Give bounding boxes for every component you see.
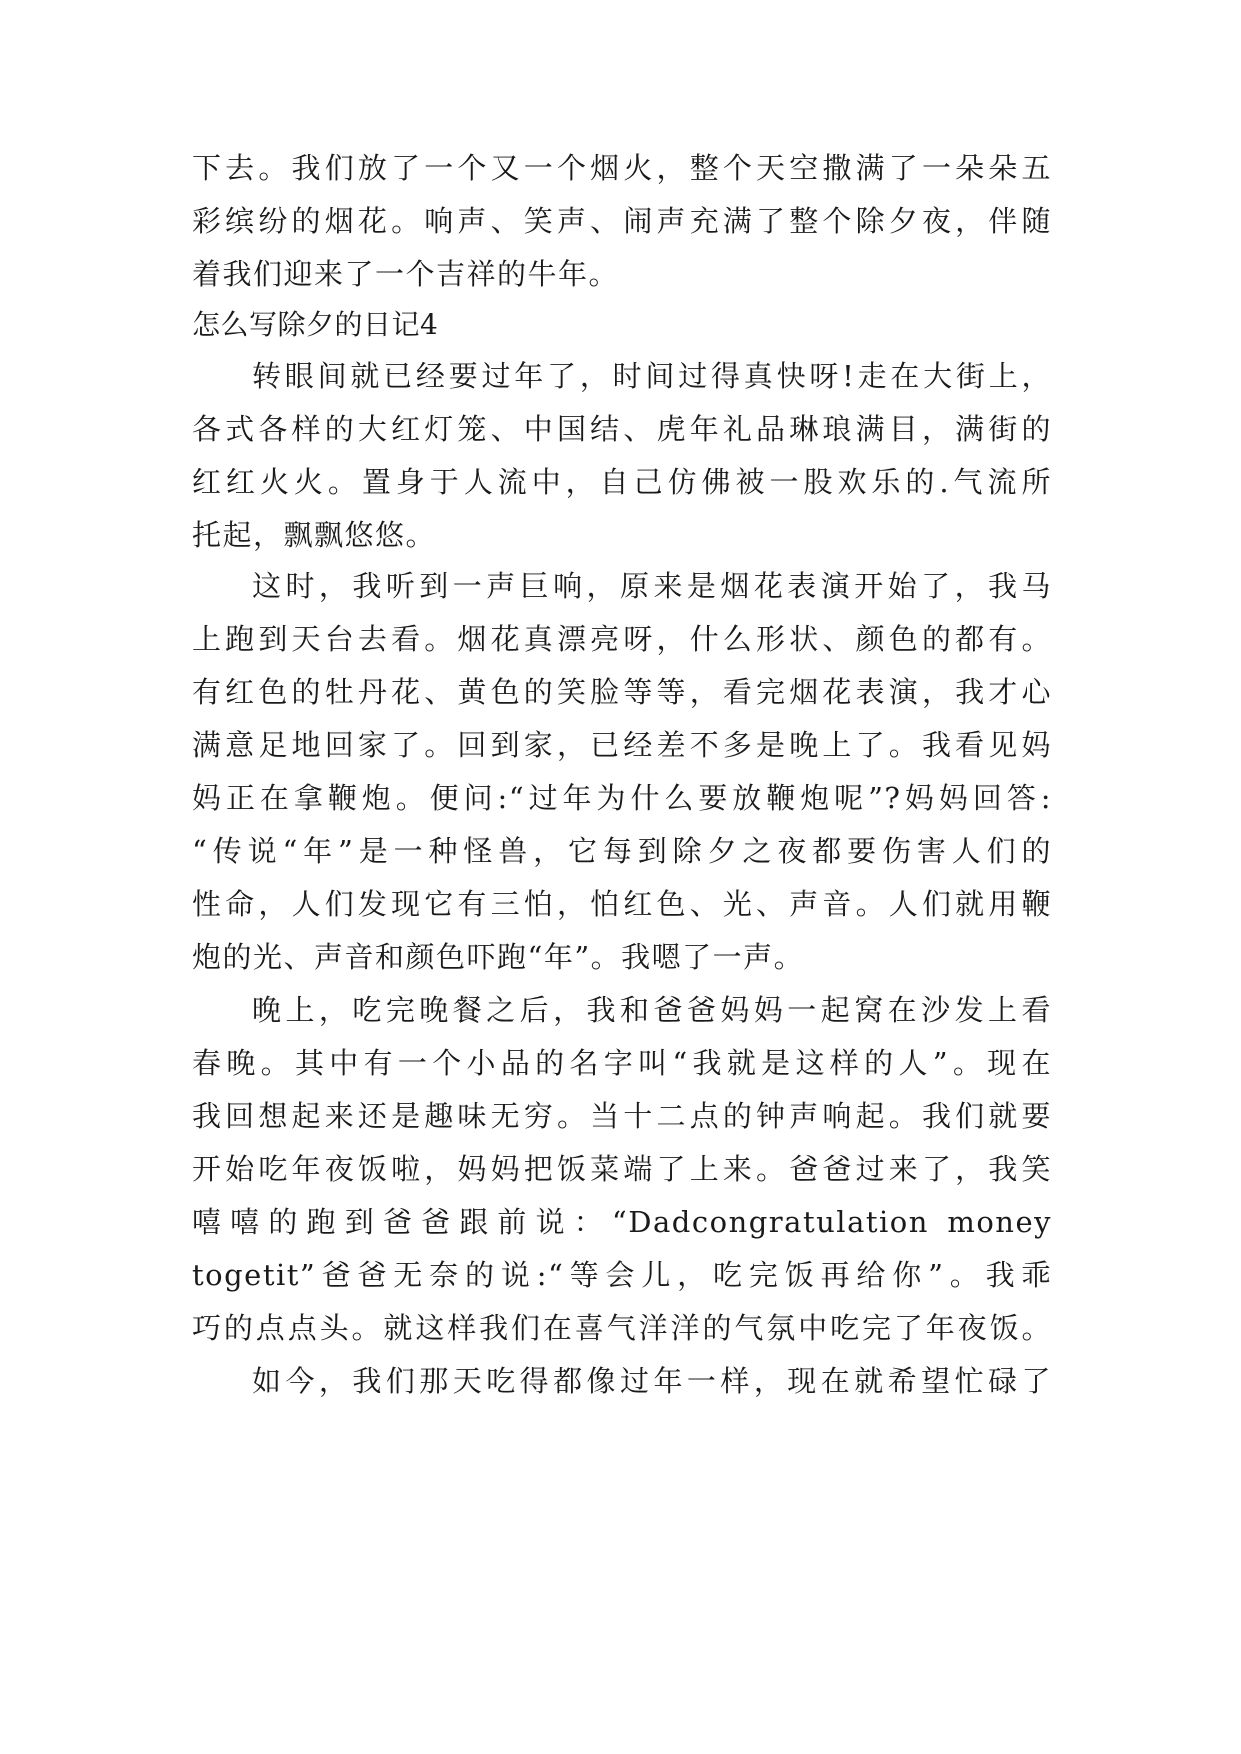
text-line: 巧的点点头。就这样我们在喜气洋洋的气氛中吃完了年夜饭。 xyxy=(192,1311,1052,1345)
text-line: 红红火火。置身于人流中，自己仿佛被一股欢乐的.气流所 xyxy=(192,465,1052,499)
text-line: 托起，飘飘悠悠。 xyxy=(192,518,437,552)
section-title: 怎么写除夕的日记4 xyxy=(192,308,439,341)
text-line: 转眼间就已经要过年了，时间过得真快呀!走在大街上， xyxy=(252,359,1052,393)
text-line: togetit”爸爸无奈的说:“等会儿，吃完饭再给你”。我乖 xyxy=(192,1258,1052,1292)
text-line: 妈正在拿鞭炮。便问:“过年为什么要放鞭炮呢”?妈妈回答: xyxy=(192,781,1052,815)
text-line: 满意足地回家了。回到家，已经差不多是晚上了。我看见妈 xyxy=(192,728,1052,762)
text-line: 嘻嘻的跑到爸爸跟前说：“Dadcongratulation money xyxy=(192,1205,1052,1239)
text-line: 性命，人们发现它有三怕，怕红色、光、声音。人们就用鞭 xyxy=(192,887,1052,921)
text-line: 晚上，吃完晚餐之后，我和爸爸妈妈一起窝在沙发上看 xyxy=(252,993,1052,1027)
text-line: 下去。我们放了一个又一个烟火，整个天空撒满了一朵朵五 xyxy=(192,151,1052,185)
text-line: 彩缤纷的烟花。响声、笑声、闹声充满了整个除夕夜，伴随 xyxy=(192,204,1052,238)
text-line: 春晚。其中有一个小品的名字叫“我就是这样的人”。现在 xyxy=(192,1046,1052,1080)
text-line: 这时，我听到一声巨响，原来是烟花表演开始了，我马 xyxy=(252,569,1052,603)
text-line: 我回想起来还是趣味无穷。当十二点的钟声响起。我们就要 xyxy=(192,1099,1052,1133)
text-line: 如今，我们那天吃得都像过年一样，现在就希望忙碌了 xyxy=(252,1364,1052,1398)
text-line: 炮的光、声音和颜色吓跑“年”。我嗯了一声。 xyxy=(192,940,805,974)
text-line: 着我们迎来了一个吉祥的牛年。 xyxy=(192,257,620,291)
text-line: 有红色的牡丹花、黄色的笑脸等等，看完烟花表演，我才心 xyxy=(192,675,1052,709)
text-line: 各式各样的大红灯笼、中国结、虎年礼品琳琅满目，满街的 xyxy=(192,412,1052,446)
text-line: 开始吃年夜饭啦，妈妈把饭菜端了上来。爸爸过来了，我笑 xyxy=(192,1152,1052,1186)
text-line: 上跑到天台去看。烟花真漂亮呀，什么形状、颜色的都有。 xyxy=(192,622,1052,656)
text-line: “传说“年”是一种怪兽，它每到除夕之夜都要伤害人们的 xyxy=(192,834,1052,868)
